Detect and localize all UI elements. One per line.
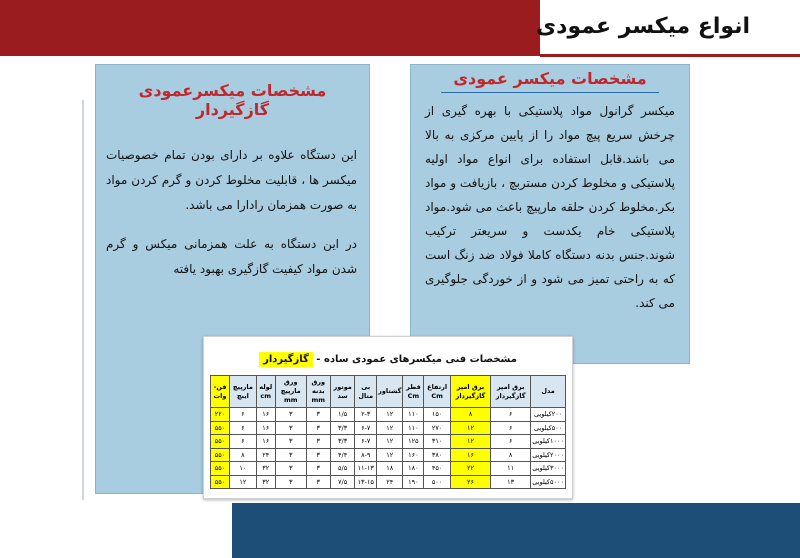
spec-column-header: ارتفاع Cm bbox=[424, 376, 450, 408]
table-cell: ۳ bbox=[275, 408, 306, 422]
table-cell: ۵۵۰ bbox=[211, 435, 230, 449]
table-cell: ۵/۵ bbox=[330, 462, 354, 476]
table-cell: ۱۰ bbox=[230, 462, 257, 476]
table-cell: ۳ bbox=[306, 475, 330, 489]
divider-line bbox=[82, 100, 84, 500]
table-cell: ۱۲ bbox=[377, 435, 403, 449]
gas-mixer-text bbox=[96, 125, 369, 282]
table-cell: ۱۶ bbox=[256, 421, 275, 435]
table-row bbox=[211, 421, 566, 435]
table-cell: ۲۰۰کیلویی bbox=[531, 408, 566, 422]
spec-table-title-highlight: گازگیردار bbox=[259, 352, 313, 367]
spec-column-header: قطر Cm bbox=[403, 376, 424, 408]
table-cell: ۳ bbox=[275, 435, 306, 449]
footer-band bbox=[232, 503, 800, 558]
spec-table-body bbox=[211, 408, 566, 489]
table-cell: ۸ bbox=[230, 448, 257, 462]
gas-mixer-heading: مشخصات میکسرعمودی گازگیردار bbox=[138, 81, 327, 119]
table-cell: ۴/۴ bbox=[330, 448, 354, 462]
table-cell: ۶ bbox=[230, 421, 257, 435]
table-cell: ۶ bbox=[230, 408, 257, 422]
table-cell: ۷/۵ bbox=[330, 475, 354, 489]
table-row bbox=[211, 408, 566, 422]
table-cell: ۳ bbox=[306, 448, 330, 462]
table-cell: ۶ bbox=[491, 421, 531, 435]
table-cell: ۴۵۰ bbox=[424, 462, 450, 476]
table-cell: ۱۲ bbox=[450, 435, 490, 449]
table-cell: ۶ bbox=[491, 435, 531, 449]
table-cell: ۱۳ bbox=[491, 475, 531, 489]
table-row bbox=[211, 475, 566, 489]
table-cell: ۳۱۰ bbox=[424, 435, 450, 449]
table-cell: ۱۸ bbox=[377, 462, 403, 476]
gas-mixer-paragraph: در این دستگاه به علت همزمانی میکس و گرم شدن مواد کیفیت گازگیری بهبود یافته bbox=[106, 237, 357, 276]
gas-mixer-paragraph: این دستگاه علاوه بر دارای بودن تمام خصوصیات میکسر ها ، قابلیت مخلوط کردن و گرم کردن مواد به صورت همزمان رادارا می باشد. bbox=[106, 148, 357, 212]
table-cell: ۱۸۰ bbox=[403, 462, 424, 476]
spec-table-card bbox=[203, 336, 573, 499]
table-cell: ۶-۷ bbox=[355, 435, 377, 449]
table-cell: ۵۰۰ bbox=[424, 475, 450, 489]
table-cell: ۳۰۰۰کیلویی bbox=[531, 462, 566, 476]
table-cell: ۸-۹ bbox=[355, 448, 377, 462]
table-cell: ۵۰۰کیلویی bbox=[531, 421, 566, 435]
table-cell: ۵۵۰ bbox=[211, 462, 230, 476]
header-underline bbox=[540, 54, 800, 57]
header-band bbox=[0, 0, 540, 56]
table-cell: ۳ bbox=[306, 408, 330, 422]
table-cell: ۳۲ bbox=[256, 475, 275, 489]
table-cell: ۱۲ bbox=[377, 448, 403, 462]
table-cell: ۲۲۰ bbox=[211, 408, 230, 422]
table-cell: ۱۲ bbox=[450, 421, 490, 435]
table-cell: ۲۷۰ bbox=[424, 421, 450, 435]
table-cell: ۳ bbox=[275, 421, 306, 435]
table-cell: ۱۲ bbox=[377, 421, 403, 435]
spec-column-header: گشتاور bbox=[377, 376, 403, 408]
spec-column-header: لوله cm bbox=[256, 376, 275, 408]
table-cell: ۱/۵ bbox=[330, 408, 354, 422]
spec-column-header: مارپیچ اینچ bbox=[230, 376, 257, 408]
table-cell: ۸ bbox=[491, 448, 531, 462]
spec-column-header: برق امپر گازگیردار bbox=[491, 376, 531, 408]
spec-table-title bbox=[214, 345, 562, 375]
table-cell: ۲۲ bbox=[450, 462, 490, 476]
table-cell: ۵۵۰ bbox=[211, 448, 230, 462]
table-cell: ۸ bbox=[450, 408, 490, 422]
table-cell: ۳۲ bbox=[256, 462, 275, 476]
table-cell: ۲۰۰۰کیلویی bbox=[531, 448, 566, 462]
table-cell: ۱۲ bbox=[230, 475, 257, 489]
spec-column-header: بی متال bbox=[355, 376, 377, 408]
table-cell: ۳۸۰ bbox=[424, 448, 450, 462]
spec-column-header: ورق مارپیچ mm bbox=[275, 376, 306, 408]
table-cell: ۱۲ bbox=[377, 408, 403, 422]
spec-column-header: برق امپر گازگیردار bbox=[450, 376, 490, 408]
table-row bbox=[211, 462, 566, 476]
spec-table bbox=[210, 375, 566, 489]
table-cell: ۱۵۰ bbox=[424, 408, 450, 422]
table-cell: ۳/۳ bbox=[330, 421, 354, 435]
vertical-mixer-panel bbox=[410, 64, 690, 364]
table-cell: ۱۶ bbox=[256, 435, 275, 449]
table-cell: ۳ bbox=[275, 475, 306, 489]
table-cell: ۱۳-۱۵ bbox=[355, 475, 377, 489]
table-cell: ۲۶ bbox=[450, 475, 490, 489]
table-cell: ۳ bbox=[275, 462, 306, 476]
table-cell: ۵۰۰۰کیلویی bbox=[531, 475, 566, 489]
vertical-mixer-text: میکسر گرانول مواد پلاستیکی با بهره گیری از چرخش سریع پیچ مواد را از پایین مرکزی به بالا می باشد.قابل استفاده برای انواع مواد اولیه پلاستیکی و مخلوط کردن مستربچ ، بازیافت و مواد بکر.مخلوط کردن حلقه مارپیچ باعث می شود.مواد پلاستیکی خام یکدست و سریعتر ترکیب شوند.جنس بدنه دستگاه کاملا فولاد ضد زنگ است که به راحتی تمیز می شود و از خوردگی جلوگیری می کند. bbox=[425, 104, 675, 310]
table-cell: ۱۱ bbox=[491, 462, 531, 476]
table-cell: ۱۱-۱۳ bbox=[355, 462, 377, 476]
spec-column-header: فن-وات bbox=[211, 376, 230, 408]
page-title: انواع میکسر عمودی bbox=[536, 14, 750, 39]
table-cell: ۶ bbox=[230, 435, 257, 449]
table-cell: ۱۱۰ bbox=[403, 421, 424, 435]
table-cell: ۲۴ bbox=[377, 475, 403, 489]
table-cell: ۱۱۰ bbox=[403, 408, 424, 422]
table-cell: ۳ bbox=[306, 435, 330, 449]
table-row bbox=[211, 435, 566, 449]
table-row bbox=[211, 448, 566, 462]
table-cell: ۱۶ bbox=[450, 448, 490, 462]
table-cell: ۱۰۰۰کیلویی bbox=[531, 435, 566, 449]
table-cell: ۳/۳ bbox=[330, 435, 354, 449]
table-cell: ۱۲۵ bbox=[403, 435, 424, 449]
table-cell: ۳ bbox=[306, 421, 330, 435]
spec-table-header bbox=[211, 376, 566, 408]
spec-column-header: موتور سد bbox=[330, 376, 354, 408]
spec-table-title-text: مشخصات فنی میکسرهای عمودی ساده - bbox=[312, 354, 517, 365]
table-cell: ۶-۷ bbox=[355, 421, 377, 435]
vertical-mixer-heading: مشخصات میکسر عمودی bbox=[441, 65, 659, 93]
table-cell: ۲۴ bbox=[256, 448, 275, 462]
table-cell: ۳ bbox=[275, 448, 306, 462]
table-cell: ۲-۳ bbox=[355, 408, 377, 422]
table-cell: ۱۹۰ bbox=[403, 475, 424, 489]
table-cell: ۶ bbox=[491, 408, 531, 422]
spec-column-header: مدل bbox=[531, 376, 566, 408]
table-cell: ۵۵۰ bbox=[211, 475, 230, 489]
table-cell: ۱۶۰ bbox=[403, 448, 424, 462]
spec-column-header: ورق بدنه mm bbox=[306, 376, 330, 408]
table-cell: ۵۵۰ bbox=[211, 421, 230, 435]
table-cell: ۱۶ bbox=[256, 408, 275, 422]
table-cell: ۳ bbox=[306, 462, 330, 476]
